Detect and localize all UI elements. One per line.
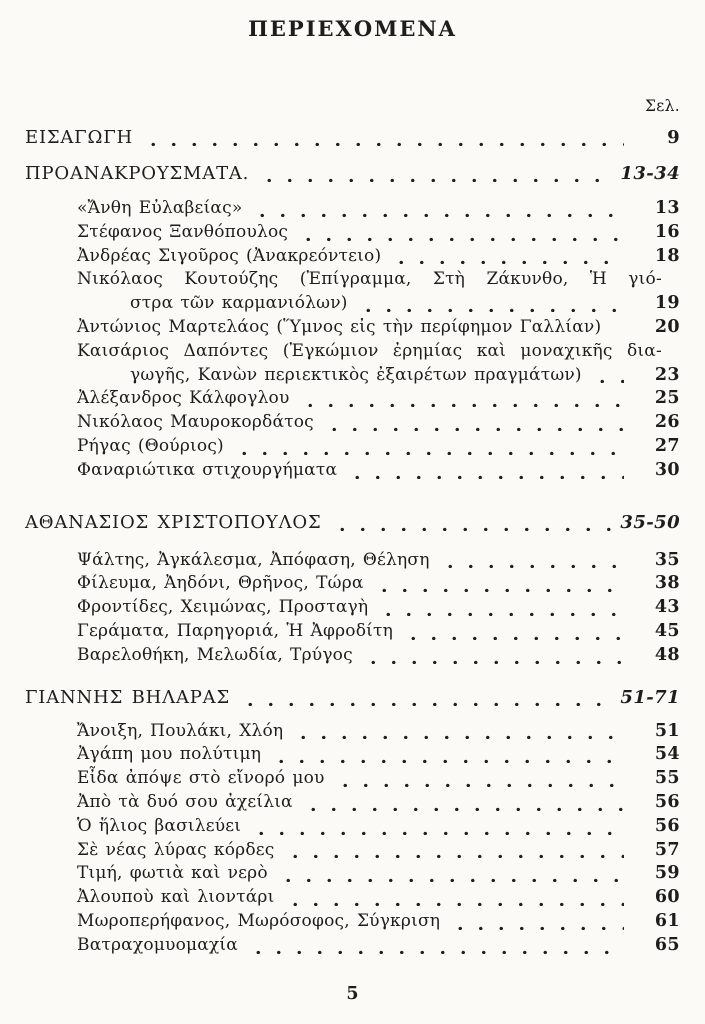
toc-entry [25,316,680,340]
toc-entry-line1 [25,340,680,364]
section-title: ΑΘΑΝΑΣΙΟΣ ΧΡΙΣΤΟΠΟΥΛΟΣ [25,511,322,533]
dot-leader [278,877,624,882]
entry-page: 23 [654,364,680,385]
entry-page: 27 [654,435,680,456]
entry-title: Στέφανος Ξανθόπουλος [77,221,289,242]
entry-page: 59 [654,863,680,884]
toc-section-header [25,511,680,535]
entry-page: 30 [654,459,680,480]
entry-page: 38 [654,573,680,594]
dot-leader [240,701,614,706]
section-page-range: 13-34 [620,163,680,184]
dot-leader [592,378,624,383]
toc-entry [25,862,680,886]
section-page: 9 [667,127,680,148]
entry-page: 19 [654,293,680,314]
entry-title: «Ἄνθη Εὐλαβείας» [77,198,243,218]
dot-leader [347,474,624,479]
entry-title: Γεράματα, Παρηγοριά, Ἡ Ἀφροδίτη [77,620,393,641]
toc-entry [25,934,680,958]
toc-entry [25,743,680,767]
dot-leader [391,259,624,264]
entry-page: 61 [654,910,680,931]
entry-title: Καισάριος Δαπόντες (Ἐγκώμιον ἐρημίας καὶ μοναχικῆς δια- [77,340,662,361]
entry-page: 43 [654,597,680,618]
entry-page: 48 [654,644,680,665]
dot-leader [285,853,624,858]
toc-entry [25,791,680,815]
entry-title: Ἀλέξανδρος Κάλφογλου [77,388,290,409]
dot-leader [374,587,624,592]
entry-page: 56 [654,815,680,836]
entry-title-continuation: στρα τῶν καρμανιόλων) [130,293,348,314]
toc-entry [25,245,680,269]
entry-page: 35 [654,549,680,570]
toc-section-header [25,126,680,150]
dot-leader [285,901,625,906]
toc-entry [25,886,680,910]
dot-leader [303,806,624,811]
dot-leader [335,782,624,787]
toc-entry [25,197,680,221]
entry-page: 55 [654,768,680,789]
entry-title: Νικόλαος Μαυροκορδάτος [77,412,314,433]
dot-leader [363,659,624,664]
dot-leader [248,949,624,954]
dot-leader [298,236,624,241]
section-entries [25,549,680,668]
entry-title: Ρήγας (Θούριος) [77,435,224,456]
entry-title: Μωροπερήφανος, Μωρόσοφος, Σύγκριση [77,910,441,931]
toc-section-header [25,162,680,186]
toc-entry [25,459,680,483]
toc-entry [25,549,680,573]
toc-section-header [25,686,680,710]
footer-page-number: 5 [346,984,359,1004]
toc-entry [25,411,680,435]
entry-page: 51 [654,720,680,741]
entry-title: Ἀλουποὺ καὶ λιοντάρι [77,887,275,908]
entry-page: 13 [654,198,680,218]
section-title: ΕΙΣΑΓΩΓΗ [25,127,133,148]
section-entries [25,197,680,483]
toc-entry-continuation [25,364,680,388]
entry-page: 26 [654,412,680,433]
toc-entry [25,910,680,934]
toc-entry-line1 [25,268,680,292]
leader-spacer [611,331,624,336]
entry-title: Τιμή, φωτιὰ καὶ νερὸ [77,863,268,884]
dot-leader [293,734,624,739]
entry-title: Ὁ ἥλιος βασιλεύει [77,815,242,836]
toc-entry [25,644,680,668]
toc-entry [25,387,680,411]
entry-title-continuation: γωγῆς, Κανὼν περιεκτικὸς ἐξαιρέτων πραγμάτων) [130,364,582,385]
entry-title: Ἀνδρέας Σιγοῦρος (Ἀνακρεόντειο) [77,245,382,266]
section-title: ΠΡΟΑΝΑΚΡΟΥΣΜΑΤΑ. [25,163,250,184]
dot-leader [251,830,624,835]
dot-leader [234,450,624,455]
toc-entry [25,839,680,863]
toc-entry [25,815,680,839]
entry-title: Ψάλτης, Ἀγκάλεσμα, Ἀπόφαση, Θέληση [77,549,430,570]
dot-leader [378,611,624,616]
dot-leader [252,212,624,217]
page-column-header: Σελ. [645,97,680,115]
entry-page: 65 [654,934,680,955]
toc-entry [25,767,680,791]
entry-title: Σὲ νέας λύρας κόρδες [77,839,275,860]
toc-entry [25,596,680,620]
dot-leader [403,635,624,640]
entry-page: 54 [654,744,680,765]
toc-entry [25,720,680,744]
dot-leader [358,307,624,312]
entry-title: Βαρελοθήκη, Μελωδία, Τρύγος [77,644,353,665]
entry-title: Φροντίδες, Χειμώνας, Προσταγὴ [77,597,369,618]
entry-title: Νικόλαος Κουτούζης (Ἐπίγραμμα, Στὴ Ζάκυνθο, Ἡ γιό- [77,269,662,290]
entry-title: Φαναριώτικα στιχουργήματα [77,459,338,480]
entry-page: 20 [654,316,680,337]
entry-page: 25 [654,388,680,409]
entry-title: Εἶδα ἀπόψε στὸ εἴνορό μου [77,768,325,789]
entry-page: 45 [654,620,680,641]
toc-entry [25,572,680,596]
toc-entry [25,435,680,459]
toc-entry [25,221,680,245]
section-entries [25,720,680,958]
dot-leader [332,526,615,531]
dot-leader [143,141,624,146]
section-title: ΓΙΑΝΝΗΣ ΒΗΛΑΡΑΣ [25,686,231,708]
section-page-range: 51-71 [620,686,680,708]
dot-leader [440,563,624,568]
entry-title: Ἄνοιξη, Πουλάκι, Χλόη [77,720,284,741]
dot-leader [300,402,624,407]
entry-title: Ἀντώνιος Μαρτελάος (Ὕμνος εἰς τὴν περίφημον Γαλλίαν) [77,316,602,337]
entry-page: 57 [654,839,680,860]
entry-title: Ἀπὸ τὰ δυό σου ἀχείλια [77,791,293,812]
dot-leader [324,426,624,431]
entry-page: 56 [654,791,680,812]
dot-leader [271,758,624,763]
entry-title: Φίλευμα, Ἀηδόνι, Θρῆνος, Τώρα [77,573,364,594]
entry-page: 18 [654,245,680,266]
entry-page: 60 [654,887,680,908]
dot-leader [450,925,624,930]
toc-entry [25,620,680,644]
table-of-contents [25,126,680,958]
section-page-range: 35-50 [620,511,680,533]
entry-title: Ἀγάπη μου πολύτιμη [77,744,262,765]
page-title: ΠΕΡΙΕΧΟΜΕΝΑ [248,16,457,41]
entry-title: Βατραχομυομαχία [77,934,238,955]
entry-page: 16 [654,221,680,242]
toc-entry-continuation [25,292,680,316]
dot-leader [259,177,614,182]
